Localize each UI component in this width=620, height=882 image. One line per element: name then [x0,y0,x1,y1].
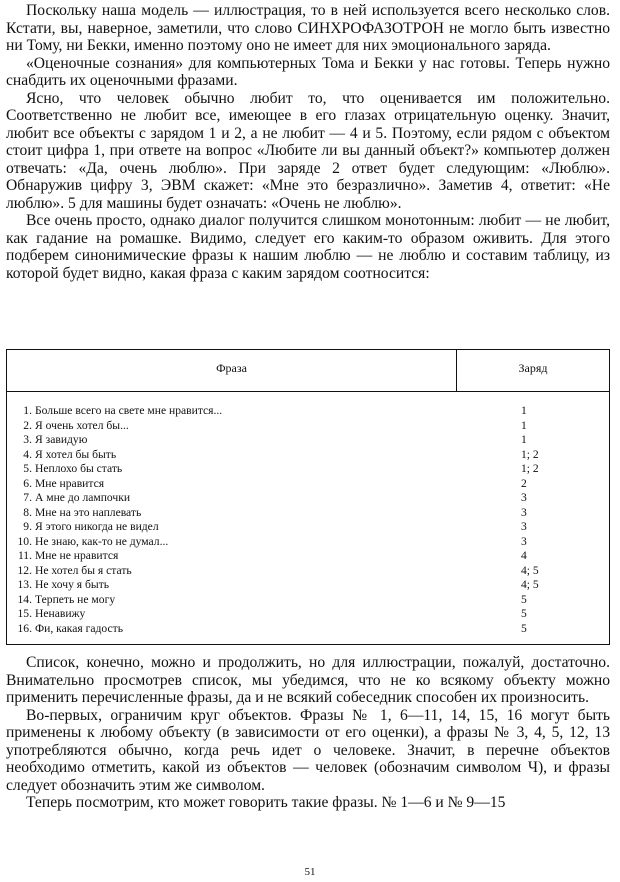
paragraph: Теперь посмотрим, кто может говорить такие фразы. № 1—6 и № 9—15 [26,794,506,811]
table-row [7,564,609,579]
table-row [7,448,609,463]
row-phrase: Я очень хотел бы... [35,418,129,432]
row-phrase: Мне нравится [35,476,105,490]
row-charge: 1; 2 [521,462,539,475]
row-charge: 3 [521,534,527,548]
paragraph: Во-первых, ограничим круг объектов. Фразы № 1, 6—11, 14, 15, 16 могут быть применены к любому объекту (в зависимости от его оценки), а фразы № 3, 4, 5, 12, 13 употребляются обычно, когда речь идет о человеке. Значит, в перечне объектов необходимо отметить, какой из объектов — человек (обозначим символом Ч), и фразы следует обозначить этим же символом. [6,706,610,794]
row-phrase: А мне до лампочки [35,491,131,504]
row-number: 10. [17,534,32,548]
row-charge: 3 [521,505,527,519]
row-number: 13. [17,578,32,591]
row-phrase: Я этого никогда не видел [35,520,159,533]
row-charge: 2 [521,476,527,490]
row-charge: 4; 5 [521,563,539,577]
table-row [7,433,609,448]
row-number: 1. [23,404,32,417]
table-row [7,477,609,492]
row-phrase: Не хотел бы я стать [35,563,132,577]
row-phrase: Фи, какая гадость [35,621,123,635]
row-phrase: Мне не нравится [35,549,119,562]
paragraph: Список, конечно, можно и продолжить, но для иллюстрации, пожалуй, достаточно. Внимательно просмотрев список, мы убедимся, что не ко всякому объекту можно применить перечисленные фразы, да и не всякий собеседник способен их произносить. [6,654,610,706]
paragraph: «Оценочные сознания» для компьютерных Тома и Бекки у нас готовы. Теперь нужно снабдить их оценочными фразами. [6,54,610,89]
row-number: 12. [17,563,32,577]
table-row [7,607,609,622]
row-number: 8. [23,505,32,519]
row-phrase: Неплохо бы стать [35,462,123,475]
bottom-text [6,654,610,812]
row-phrase: Не знаю, как-то не думал... [35,534,169,548]
table-row [7,404,609,419]
row-charge: 3 [521,520,527,533]
paragraph: Все очень просто, однако диалог получится слишком монотонным: любит — не любит, как гадание на ромашке. Видимо, следует его каким-то образом оживить. Для этого подберем синонимические фразы к нашим люблю — не люблю и составим таблицу, из которой будет видно, какая фраза с каким зарядом соотносится: [6,212,610,282]
row-number: 3. [23,433,32,446]
row-charge: 3 [521,491,527,504]
table-row [7,520,609,535]
row-number: 16. [17,621,32,635]
row-number: 7. [23,491,32,504]
table-row [7,506,609,521]
table-row [7,491,609,506]
row-charge: 4 [521,549,527,562]
table-body [7,404,609,636]
header-charge: Заряд [518,361,548,375]
row-number: 6. [23,476,32,490]
row-phrase: Мне на это наплевать [35,505,142,519]
row-charge: 1 [521,404,527,417]
table-row [7,593,609,608]
row-phrase: Ненавижу [35,607,86,620]
table-row [7,462,609,477]
row-charge: 1 [521,433,527,446]
top-text [6,2,610,282]
row-number: 11. [17,549,32,562]
row-phrase: Я хотел бы быть [35,447,117,461]
row-charge: 5 [521,621,527,635]
row-number: 9. [23,520,32,533]
row-phrase: Больше всего на свете мне нравится... [35,404,223,417]
row-charge: 1; 2 [521,447,539,461]
table-header [7,350,609,392]
row-number: 4. [23,447,32,461]
row-number: 5. [23,462,32,475]
row-phrase: Терпеть не могу [35,592,116,606]
paragraph: Поскольку наша модель — иллюстрация, то в ней используется всего несколько слов. Кстати, вы, наверное, заметили, что слово СИНХРОФАЗОТРОН не могло быть известно ни Тому, ни Бекки, именно поэтому оно не имеет для них эмоционального заряда. [6,2,610,54]
phrase-charge-table [6,349,610,645]
table-row [7,549,609,564]
row-phrase: Не хочу я быть [35,578,110,591]
paragraph: Ясно, что человек обычно любит то, что оценивается им положительно. Соответственно не любит все, имеющее в его глазах отрицательную оценку. Значит, любит все объекты с зарядом 1 и 2, а не любит — 4 и 5. Поэтому, если рядом с объектом стоит цифра 1, при ответе на вопрос «Любите ли вы данный объект?» компьютер должен отвечать: «Да, очень люблю». При заряде 2 ответ будет следующим: «Люблю». Обнаружив цифру 3, ЭВМ скажет: «Мне это безразлично». Заметив 4, ответит: «Не люблю». 5 для машины будет означать: «Очень не люблю». [6,89,610,212]
row-charge: 5 [521,607,527,620]
row-phrase: Я завидую [35,433,88,446]
row-charge: 4; 5 [521,578,539,591]
table-row [7,419,609,434]
row-charge: 5 [521,592,527,606]
header-phrase: Фраза [216,361,247,375]
table-row [7,535,609,550]
row-charge: 1 [521,418,527,432]
table-row [7,622,609,637]
page-number: 51 [304,866,316,878]
row-number: 15. [17,607,32,620]
row-number: 2. [23,418,32,432]
row-number: 14. [17,592,32,606]
table-row [7,578,609,593]
